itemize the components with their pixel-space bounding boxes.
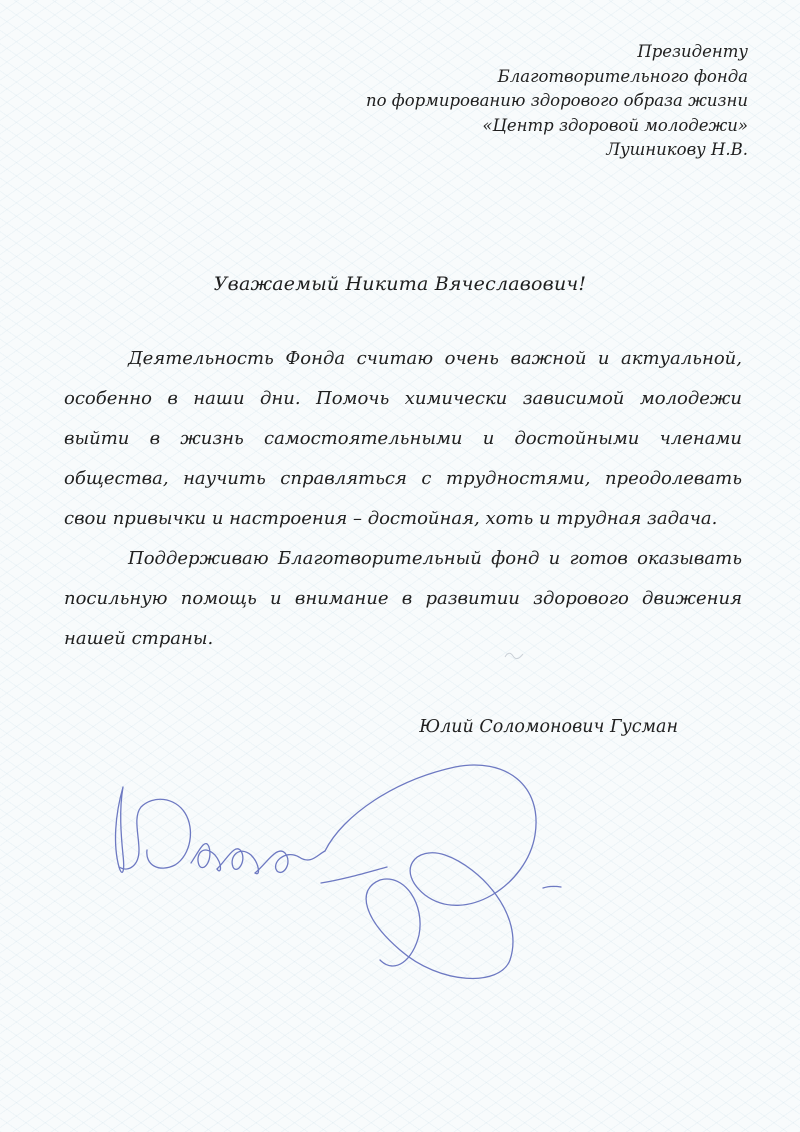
addressee-line: «Центр здоровой молодежи» [482,115,748,135]
faint-stamp-mark [503,648,525,660]
addressee-line: Благотворительного фонда [497,66,748,86]
addressee-line: Президенту [637,42,748,61]
salutation: Уважаемый Никита Вячеславович! [213,273,587,295]
letter-body [64,339,742,659]
author-name: Юлий Соломонович Гусман [419,717,678,737]
body-paragraph: Деятельность Фонда считаю очень важной и актуальной, особенно в наши дни. Помочь химически зависимой молодежи выйти в жизнь самостоятельными и достойными членами общества, научить справляться с трудностями, преодолевать свои привычки и настроения – достойная, хоть и трудная задача. [64,348,742,529]
addressee-line: Лушникову Н.В. [606,140,748,159]
signature-icon [95,755,575,980]
body-paragraph: Поддерживаю Благотворительный фонд и готов оказывать посильную помощь и внимание в развитии здорового движения нашей страны. [64,548,742,649]
addressee-block [366,40,748,163]
addressee-line: по формированию здорового образа жизни [365,91,748,110]
